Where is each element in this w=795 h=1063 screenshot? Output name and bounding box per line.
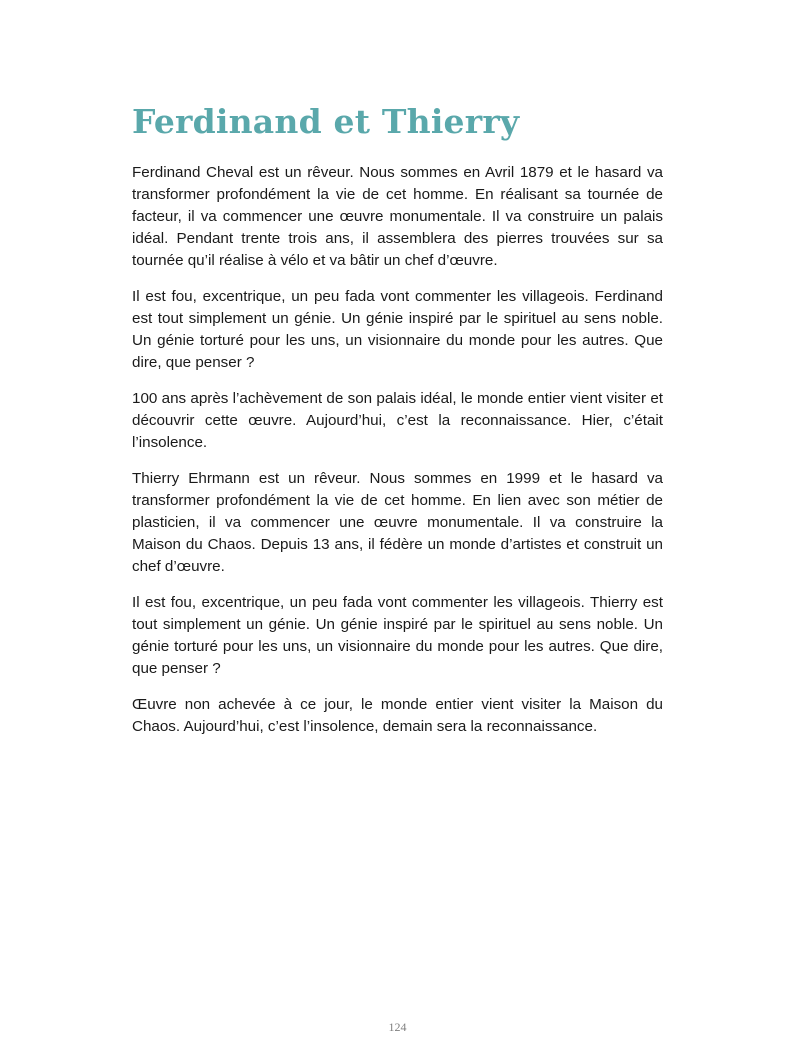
paragraph-6: Œuvre non achevée à ce jour, le monde entier vient visiter la Maison du Chaos. Aujourd’hui, c’est l’insolence, demain sera la reconnaissance. xyxy=(132,696,663,735)
paragraph-1: Ferdinand Cheval est un rêveur. Nous sommes en Avril 1879 et le hasard va transformer profondément la vie de cet homme. En réalisant sa tournée de facteur, il va commencer une œuvre monumentale. Il va construire un palais idéal. Pendant trente trois ans, il assemblera des pierres trouvées sur sa tournée qu’il réalise à vélo et va bâtir un chef d’œuvre. xyxy=(132,164,663,269)
paragraph-4: Thierry Ehrmann est un rêveur. Nous sommes en 1999 et le hasard va transformer profondément la vie de cet homme. En lien avec son métier de plasticien, il va commencer une œuvre monumentale. Il va construire la Maison du Chaos. Depuis 13 ans, il fédère un monde d’artistes et construit un chef d’œuvre. xyxy=(132,470,663,575)
paragraph-5: Il est fou, excentrique, un peu fada vont commenter les villageois. Thierry est tout simplement un génie. Un génie inspiré par le spirituel au sens noble. Un génie torturé pour les uns, un visionnaire du monde pour les autres. Que dire, que penser ? xyxy=(132,594,663,677)
paragraph-3: 100 ans après l’achèvement de son palais idéal, le monde entier vient visiter et découvrir cette œuvre. Aujourd’hui, c’est la reconnaissance. Hier, c’était l’insolence. xyxy=(132,390,663,451)
page-number: 124 xyxy=(388,1020,407,1034)
page-title: Ferdinand et Thierry xyxy=(132,102,520,141)
body-text xyxy=(132,162,663,752)
paragraph-2: Il est fou, excentrique, un peu fada vont commenter les villageois. Ferdinand est tout simplement un génie. Un génie inspiré par le spirituel au sens noble. Un génie torturé pour les uns, un visionnaire du monde pour les autres. Que dire, que penser ? xyxy=(132,288,663,371)
